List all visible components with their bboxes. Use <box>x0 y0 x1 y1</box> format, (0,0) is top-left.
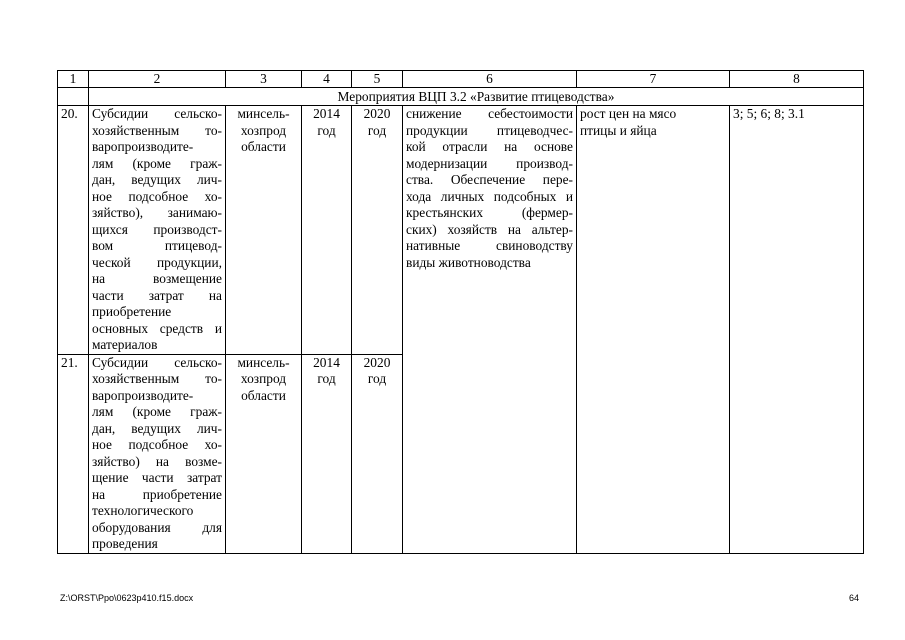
section-row <box>58 88 864 106</box>
expected-result-line: крестьянских (фермер- <box>406 205 573 220</box>
header-cell-3: 3 <box>226 71 302 88</box>
start-year-cell <box>302 106 352 355</box>
executor-line: области <box>241 139 286 154</box>
start-year: 2014 <box>313 106 340 121</box>
header-cell-4: 4 <box>302 71 352 88</box>
start-year-unit: год <box>317 122 336 138</box>
end-year-cell <box>352 354 403 553</box>
measure-name-line: ное подсобное хо- <box>92 188 222 204</box>
row-number: 20. <box>58 106 89 355</box>
measure-name-line: приобретение <box>92 304 172 319</box>
start-year-unit: год <box>317 371 336 386</box>
measure-name-line: зяйство) на возме- <box>92 453 222 469</box>
start-year: 2014 <box>313 354 340 370</box>
measure-name-line: варопроизводите- <box>92 387 194 403</box>
measure-name-line: Субсидии сельско- <box>92 354 222 370</box>
expected-result-line: снижение себестоимости <box>406 106 573 121</box>
measure-name-line: дан, ведущих лич- <box>92 420 222 436</box>
row-number: 21. <box>58 354 89 553</box>
expected-result-line: модернизации производ- <box>406 155 573 171</box>
measure-name-line: основных средств и <box>92 320 222 336</box>
indicators-cell: 3; 5; 6; 8; 3.1 <box>730 106 864 554</box>
header-cell-1: 1 <box>58 71 89 88</box>
measure-name-line: Субсидии сельско- <box>92 106 222 121</box>
expected-result-line: хода личных подсобных и <box>406 188 573 204</box>
end-year-unit: год <box>367 122 387 138</box>
measure-name-line: щение части затрат <box>92 470 222 485</box>
measure-name-line: зяйство), занимаю- <box>92 205 222 220</box>
executor-line: области <box>241 387 286 403</box>
measure-name-line: хозяйственным то- <box>92 122 222 138</box>
measure-name-line: лям (кроме граж- <box>92 155 222 171</box>
measure-name-line: ное подсобное хо- <box>92 437 222 452</box>
measure-name-line: щихся производст- <box>92 221 222 237</box>
executor-cell <box>226 106 302 355</box>
measure-name-line: вом птицевод- <box>92 238 222 253</box>
measure-name-line: дан, ведущих лич- <box>92 172 222 187</box>
end-year-cell <box>352 106 403 355</box>
program-table <box>57 70 864 554</box>
expected-result-line: виды животноводства <box>406 254 531 270</box>
measure-name-line: части затрат на <box>92 287 222 303</box>
executor-line: минсель- <box>237 106 290 121</box>
executor-line: хозпрод <box>240 122 287 138</box>
expected-result-line: продукции птицеводчес- <box>406 122 573 138</box>
expected-result-line: кой отрасли на основе <box>406 139 573 154</box>
footer-file-path: Z:\ORST\Ppo\0623p410.f15.docx <box>60 593 194 603</box>
expected-result-line: ства. Обеспечение пере- <box>406 172 573 187</box>
header-cell-2: 2 <box>89 71 226 88</box>
end-year: 2020 <box>363 106 391 121</box>
header-cell-5: 5 <box>352 71 403 88</box>
section-empty-cell <box>58 88 89 106</box>
header-cell-7: 7 <box>577 71 730 88</box>
measure-name-line: оборудования для <box>92 519 222 535</box>
end-year: 2020 <box>363 354 391 370</box>
expected-result-line: нативные свиноводству <box>406 238 573 253</box>
expected-result-line: ских) хозяйств на альтер- <box>406 221 573 237</box>
table-row <box>58 106 864 355</box>
header-cell-6: 6 <box>403 71 577 88</box>
measure-name-line: варопроизводите- <box>92 139 194 154</box>
executor-line: минсель- <box>237 354 290 370</box>
executor-line: хозпрод <box>240 371 287 386</box>
risk-line: рост цен на мясо <box>580 106 677 121</box>
expected-result-cell <box>403 106 577 554</box>
measure-name-line: ческой продукции, <box>92 254 222 270</box>
header-row <box>58 71 864 88</box>
measure-name-cell <box>89 106 226 355</box>
measure-name-line: на приобретение <box>92 486 222 502</box>
executor-cell <box>226 354 302 553</box>
measure-name-line: материалов <box>92 337 158 352</box>
measure-name-line: лям (кроме граж- <box>92 404 222 419</box>
end-year-unit: год <box>367 371 387 386</box>
start-year-cell <box>302 354 352 553</box>
measure-name-line: на возмещение <box>92 271 222 286</box>
measure-name-line: технологического <box>92 503 194 518</box>
measure-name-line: хозяйственным то- <box>92 371 222 386</box>
measure-name-line: проведения <box>92 536 158 551</box>
footer-page-number: 64 <box>848 593 859 603</box>
section-title: Мероприятия ВЦП 3.2 «Развитие птицеводства» <box>89 88 864 106</box>
risk-cell <box>577 106 730 554</box>
measure-name-cell <box>89 354 226 553</box>
risk-line: птицы и яйца <box>580 122 657 138</box>
header-cell-8: 8 <box>730 71 864 88</box>
